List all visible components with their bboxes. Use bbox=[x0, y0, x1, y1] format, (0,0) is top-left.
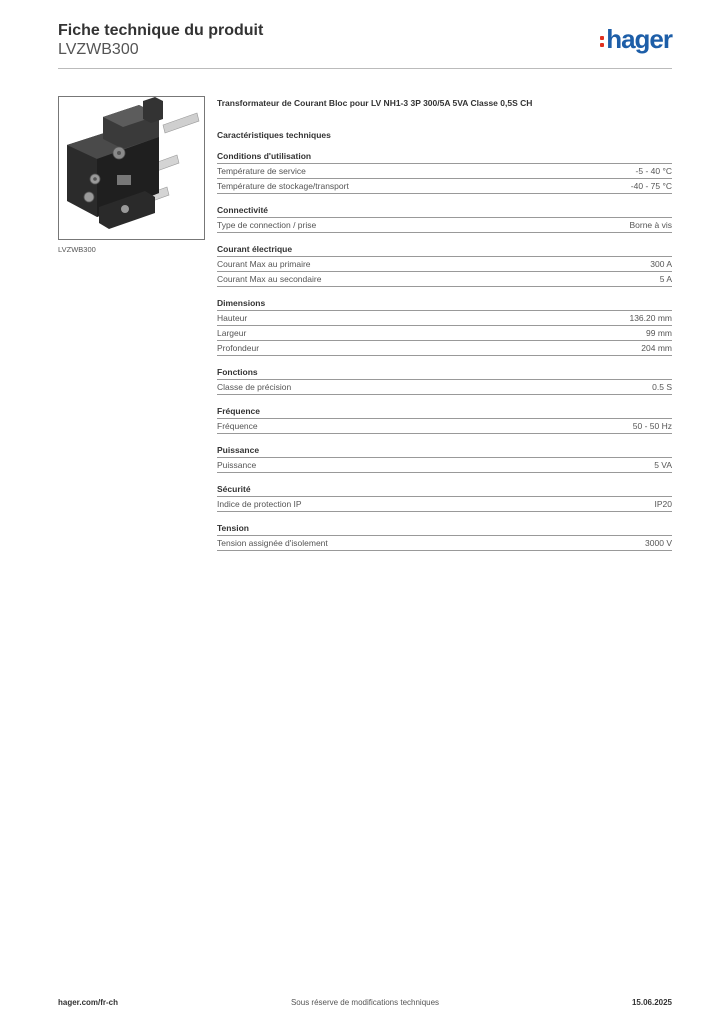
spec-value: 50 - 50 Hz bbox=[632, 421, 672, 431]
current-transformer-illustration bbox=[59, 97, 204, 239]
logo-text: hager bbox=[606, 24, 672, 54]
spec-value: 5 A bbox=[659, 274, 672, 284]
spec-value: 136.20 mm bbox=[629, 313, 672, 323]
section-connectivity bbox=[217, 203, 672, 233]
spec-label: Hauteur bbox=[217, 313, 248, 323]
section-frequency bbox=[217, 404, 672, 434]
spec-value: Borne à vis bbox=[629, 220, 672, 230]
section-dimensions bbox=[217, 296, 672, 356]
spec-label: Courant Max au primaire bbox=[217, 259, 311, 269]
spec-label: Profondeur bbox=[217, 343, 260, 353]
spec-label: Puissance bbox=[217, 460, 257, 470]
spec-value: 3000 V bbox=[645, 538, 672, 548]
spec-value: 99 mm bbox=[646, 328, 672, 338]
section-functions bbox=[217, 365, 672, 395]
spec-value: -5 - 40 °C bbox=[635, 166, 672, 176]
section-title: Fréquence bbox=[217, 404, 672, 419]
hager-logo bbox=[600, 24, 672, 54]
product-image bbox=[58, 96, 205, 240]
spec-row bbox=[217, 218, 672, 233]
spec-label: Indice de protection IP bbox=[217, 499, 302, 509]
spec-value: 300 A bbox=[650, 259, 672, 269]
spec-label: Température de service bbox=[217, 166, 306, 176]
spec-row bbox=[217, 458, 672, 473]
spec-row bbox=[217, 419, 672, 434]
spec-row bbox=[217, 311, 672, 326]
logo-mark-icon bbox=[600, 36, 604, 50]
section-voltage bbox=[217, 521, 672, 551]
characteristics-heading: Caractéristiques techniques bbox=[217, 130, 331, 140]
section-title: Tension bbox=[217, 521, 672, 536]
footer-website: hager.com/fr-ch bbox=[58, 998, 119, 1007]
product-description: Transformateur de Courant Bloc pour LV NH1-3 3P 300/5A 5VA Classe 0,5S CH bbox=[217, 98, 533, 108]
product-reference: LVZWB300 bbox=[58, 41, 139, 58]
spec-row bbox=[217, 536, 672, 551]
image-caption: LVZWB300 bbox=[58, 245, 96, 254]
section-power bbox=[217, 443, 672, 473]
spec-row bbox=[217, 179, 672, 194]
spec-row bbox=[217, 341, 672, 356]
spec-value: -40 - 75 °C bbox=[630, 181, 672, 191]
section-title: Conditions d'utilisation bbox=[217, 149, 672, 164]
spec-row bbox=[217, 380, 672, 395]
section-title: Connectivité bbox=[217, 203, 672, 218]
section-current bbox=[217, 242, 672, 287]
footer-notice: Sous réserve de modifications techniques bbox=[290, 998, 440, 1007]
page-title: Fiche technique du produit bbox=[58, 22, 264, 39]
section-conditions bbox=[217, 149, 672, 194]
spec-row bbox=[217, 164, 672, 179]
spec-label: Classe de précision bbox=[217, 382, 292, 392]
spec-value: IP20 bbox=[654, 499, 672, 509]
spec-value: 5 VA bbox=[654, 460, 672, 470]
spec-row bbox=[217, 257, 672, 272]
section-title: Fonctions bbox=[217, 365, 672, 380]
spec-label: Largeur bbox=[217, 328, 247, 338]
spec-label: Tension assignée d'isolement bbox=[217, 538, 328, 548]
section-title: Puissance bbox=[217, 443, 672, 458]
spec-label: Type de connection / prise bbox=[217, 220, 317, 230]
spec-label: Fréquence bbox=[217, 421, 258, 431]
spec-value: 0.5 S bbox=[652, 382, 672, 392]
product-details bbox=[217, 96, 672, 551]
section-title: Sécurité bbox=[217, 482, 672, 497]
section-title: Dimensions bbox=[217, 296, 672, 311]
header-divider bbox=[58, 68, 672, 69]
page-header bbox=[58, 20, 672, 68]
spec-value: 204 mm bbox=[641, 343, 672, 353]
spec-label: Température de stockage/transport bbox=[217, 181, 349, 191]
spec-label: Courant Max au secondaire bbox=[217, 274, 322, 284]
section-safety bbox=[217, 482, 672, 512]
spec-row bbox=[217, 497, 672, 512]
footer-date: 15.06.2025 bbox=[631, 998, 672, 1007]
spec-row bbox=[217, 326, 672, 341]
section-title: Courant électrique bbox=[217, 242, 672, 257]
spec-row bbox=[217, 272, 672, 287]
